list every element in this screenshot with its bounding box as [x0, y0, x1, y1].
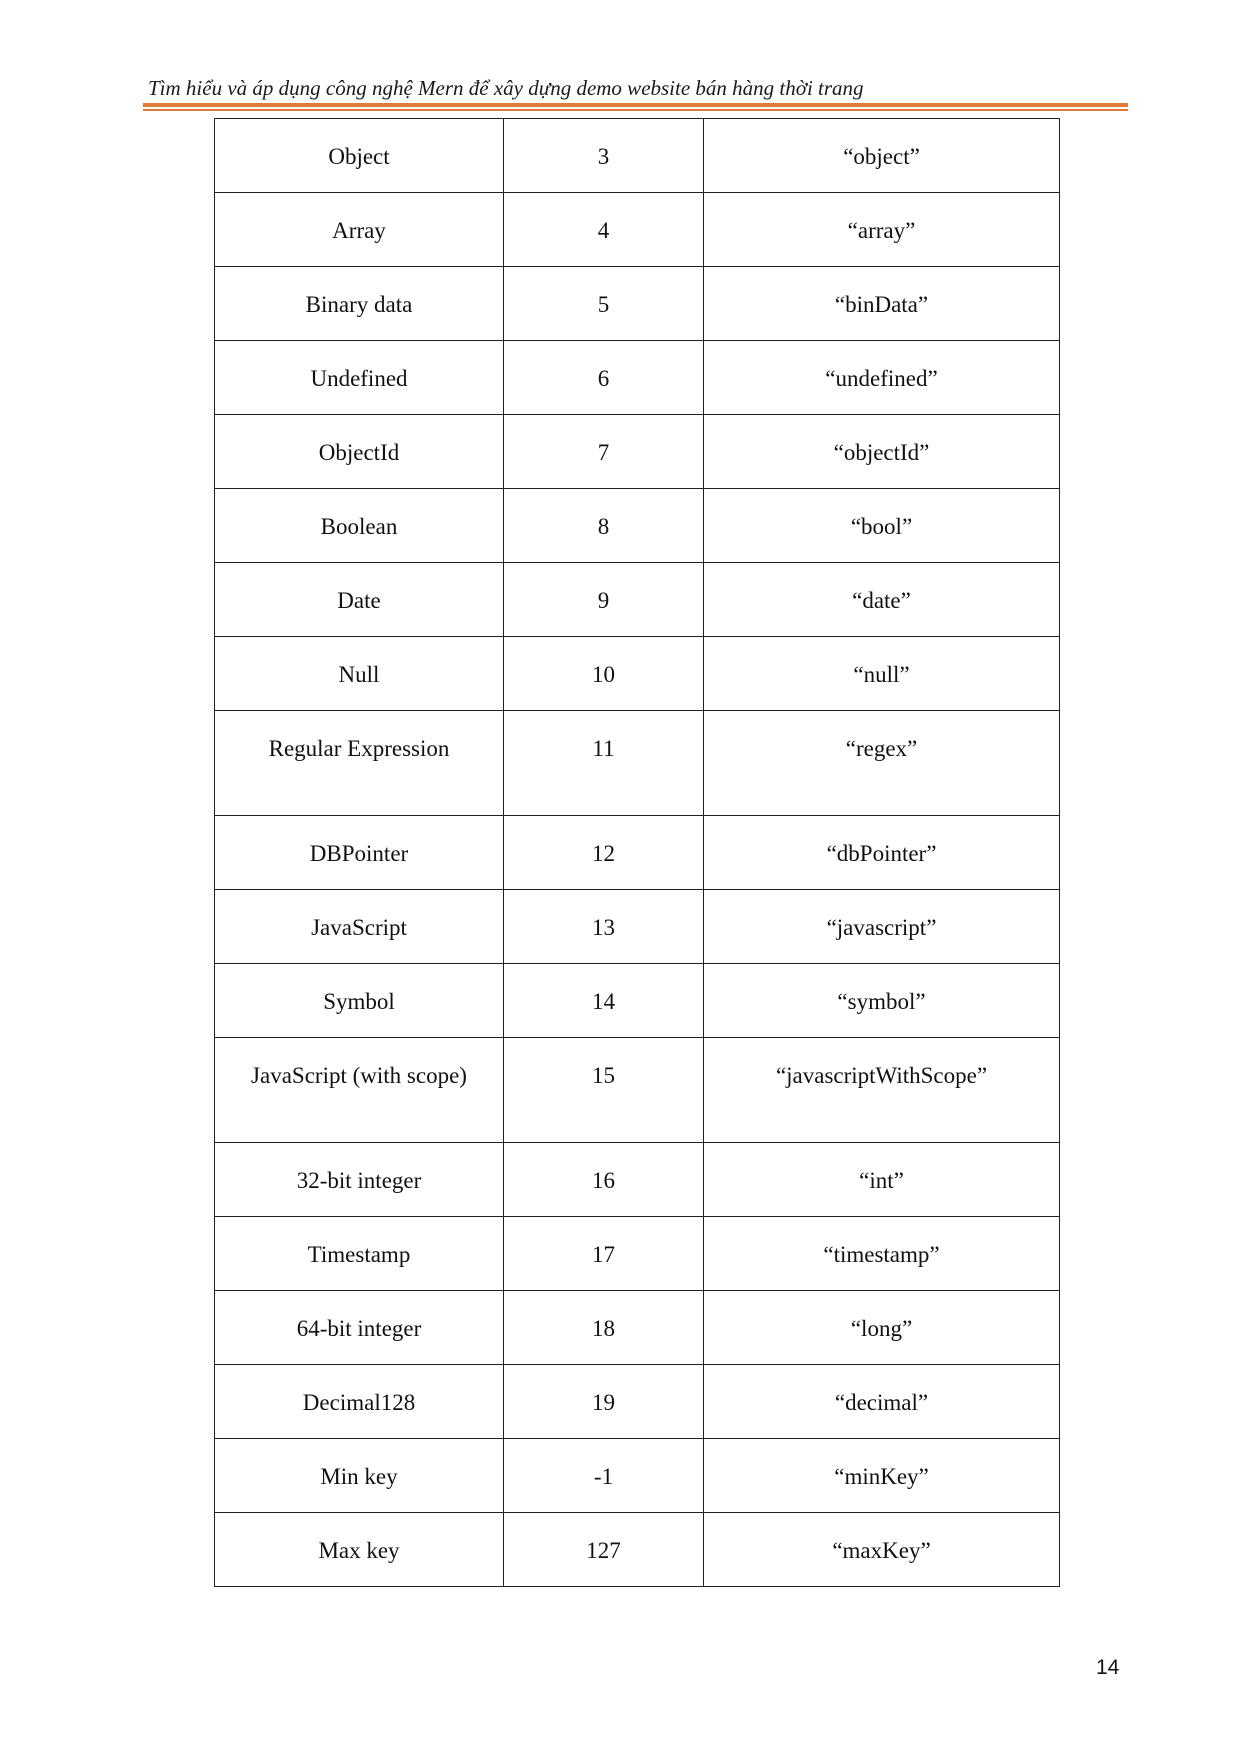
alias-cell: “int” — [704, 1143, 1060, 1217]
table-row — [215, 890, 1060, 964]
table-row — [215, 415, 1060, 489]
number-cell: 9 — [504, 563, 704, 637]
type-cell: 64-bit integer — [215, 1291, 504, 1365]
type-cell: Binary data — [215, 267, 504, 341]
type-cell: Array — [215, 193, 504, 267]
alias-cell: “symbol” — [704, 964, 1060, 1038]
table-row — [215, 711, 1060, 816]
number-cell: 14 — [504, 964, 704, 1038]
number-cell: 19 — [504, 1365, 704, 1439]
alias-cell: “dbPointer” — [704, 816, 1060, 890]
alias-cell: “null” — [704, 637, 1060, 711]
type-cell: Min key — [215, 1439, 504, 1513]
table-row — [215, 1217, 1060, 1291]
table-row — [215, 193, 1060, 267]
number-cell: 8 — [504, 489, 704, 563]
number-cell: 18 — [504, 1291, 704, 1365]
table-row — [215, 1439, 1060, 1513]
alias-cell: “array” — [704, 193, 1060, 267]
type-cell: Boolean — [215, 489, 504, 563]
table-row — [215, 341, 1060, 415]
number-cell: 13 — [504, 890, 704, 964]
type-cell: ObjectId — [215, 415, 504, 489]
table-row — [215, 489, 1060, 563]
page-header-title: Tìm hiểu và áp dụng công nghệ Mern để xây dựng demo website bán hàng thời trang — [148, 76, 864, 100]
type-cell: Decimal128 — [215, 1365, 504, 1439]
number-cell: 3 — [504, 119, 704, 193]
header-rule-thin — [143, 109, 1128, 111]
number-cell: 6 — [504, 341, 704, 415]
alias-cell: “object” — [704, 119, 1060, 193]
table-row — [215, 119, 1060, 193]
alias-cell: “bool” — [704, 489, 1060, 563]
number-cell: 4 — [504, 193, 704, 267]
header-rule — [143, 103, 1128, 107]
type-cell: Null — [215, 637, 504, 711]
alias-cell: “regex” — [704, 711, 1060, 816]
type-cell: Date — [215, 563, 504, 637]
alias-cell: “javascriptWithScope” — [704, 1038, 1060, 1143]
alias-cell: “long” — [704, 1291, 1060, 1365]
number-cell: 15 — [504, 1038, 704, 1143]
alias-cell: “binData” — [704, 267, 1060, 341]
type-cell: DBPointer — [215, 816, 504, 890]
alias-cell: “undefined” — [704, 341, 1060, 415]
type-cell: JavaScript — [215, 890, 504, 964]
bson-types-table — [214, 118, 1060, 1587]
alias-cell: “date” — [704, 563, 1060, 637]
type-cell: Max key — [215, 1513, 504, 1587]
type-cell: JavaScript (with scope) — [215, 1038, 504, 1143]
alias-cell: “decimal” — [704, 1365, 1060, 1439]
number-cell: 7 — [504, 415, 704, 489]
table-row — [215, 1513, 1060, 1587]
table-row — [215, 1291, 1060, 1365]
table-row — [215, 563, 1060, 637]
alias-cell: “minKey” — [704, 1439, 1060, 1513]
type-cell: Object — [215, 119, 504, 193]
type-cell: Undefined — [215, 341, 504, 415]
table-row — [215, 637, 1060, 711]
alias-cell: “objectId” — [704, 415, 1060, 489]
type-cell: 32-bit integer — [215, 1143, 504, 1217]
table-row — [215, 1143, 1060, 1217]
table-row — [215, 267, 1060, 341]
number-cell: -1 — [504, 1439, 704, 1513]
type-cell: Regular Expression — [215, 711, 504, 816]
number-cell: 16 — [504, 1143, 704, 1217]
table-row — [215, 1038, 1060, 1143]
alias-cell: “javascript” — [704, 890, 1060, 964]
type-cell: Timestamp — [215, 1217, 504, 1291]
alias-cell: “timestamp” — [704, 1217, 1060, 1291]
alias-cell: “maxKey” — [704, 1513, 1060, 1587]
table-row — [215, 816, 1060, 890]
page-number: 14 — [1096, 1656, 1120, 1679]
number-cell: 17 — [504, 1217, 704, 1291]
table-row — [215, 964, 1060, 1038]
number-cell: 12 — [504, 816, 704, 890]
number-cell: 127 — [504, 1513, 704, 1587]
table-row — [215, 1365, 1060, 1439]
number-cell: 10 — [504, 637, 704, 711]
number-cell: 11 — [504, 711, 704, 816]
number-cell: 5 — [504, 267, 704, 341]
type-cell: Symbol — [215, 964, 504, 1038]
